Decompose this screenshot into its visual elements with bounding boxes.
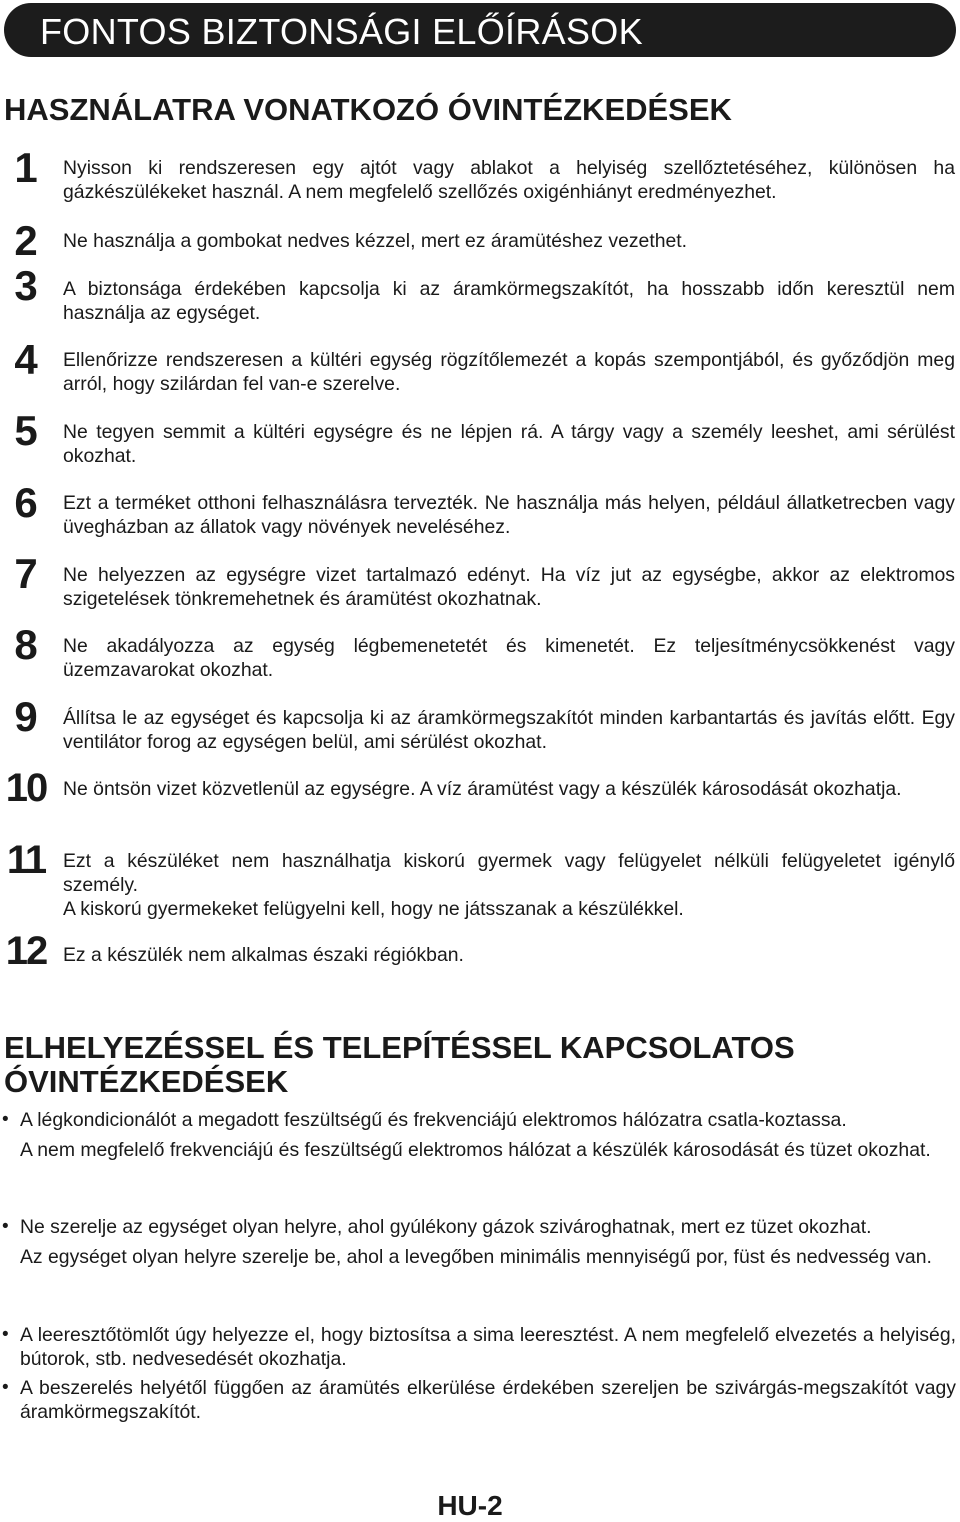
item-number: 6 xyxy=(14,479,38,526)
bullet-text xyxy=(20,1108,956,1168)
item-number: 12 xyxy=(5,929,47,973)
item-number: 11 xyxy=(6,838,46,882)
item-text-line: Ne helyezzen az egységre vizet tartalmazó edényt. Ha víz jut az egységbe, akkor az elektromos szigetelések tönkremehetnek és áramütést okozhatnak. xyxy=(63,564,955,610)
page-number: HU-2 xyxy=(437,1490,503,1521)
bullet-icon: • xyxy=(2,1109,9,1130)
item-text xyxy=(63,634,955,682)
item-text-line: Ne tegyen semmit a kültéri egységre és ne lépjen rá. A tárgy vagy a személy leeshet, ami sérülést okozhat. xyxy=(63,421,955,467)
item-text-line: Ne öntsön vizet közvetlenül az egységre. A víz áramütést vagy a készülék károsodását okozhatja. xyxy=(63,778,902,800)
item-text-line: Ezt a készüléket nem használhatja kiskorú gyermek vagy felügyelet nélküli felügyeletet igénylő személy. xyxy=(63,850,955,896)
item-text-line: Ne használja a gombokat nedves kézzel, mert ez áramütéshez vezethet. xyxy=(63,230,688,252)
item-text xyxy=(63,563,955,611)
bullet-paragraph: Ne szerelje az egységet olyan helyre, ahol gyúlékony gázok szivároghatnak, mert ez tüzet okozhat. xyxy=(20,1216,872,1238)
bullet-text xyxy=(20,1323,956,1377)
bullet-paragraph: A leeresztőtömlőt úgy helyezze el, hogy biztosítsa a sima leeresztést. A nem megfelelő elvezetés a helyiség, bútorok, stb. nedvesedését okozhatja. xyxy=(20,1324,956,1370)
item-text xyxy=(63,491,955,539)
item-number: 10 xyxy=(5,766,47,810)
bullet-text xyxy=(20,1376,956,1430)
item-text xyxy=(63,420,955,468)
usage-section-heading: HASZNÁLATRA VONATKOZÓ ÓVINTÉZKEDÉSEK xyxy=(4,92,732,127)
item-text xyxy=(63,348,955,396)
item-number: 9 xyxy=(14,693,38,740)
item-number: 1 xyxy=(14,144,38,191)
item-number: 5 xyxy=(14,407,38,454)
title-banner xyxy=(4,3,956,57)
item-number: 4 xyxy=(14,336,38,383)
bullet-paragraph: A nem megfelelő frekvenciájú és feszültségű elektromos hálózat a készülék károsodását és tüzet okozhat. xyxy=(20,1139,931,1161)
bullet-paragraph: A beszerelés helyétől függően az áramütés elkerülése érdekében szereljen be szivárgás-megszakítót vagy áramkörmegszakítót. xyxy=(20,1377,956,1423)
item-text-line: Ezt a terméket otthoni felhasználásra tervezték. Ne használja más helyen, például állatketrecben vagy üvegházban az állatok vagy növények neveléséhez. xyxy=(63,492,955,538)
item-text xyxy=(63,777,955,801)
item-text-line: Nyisson ki rendszeresen egy ajtót vagy ablakot a helyiség szellőztetéséhez, különösen ha gázkészülékeket használ. A nem megfelelő szellőzés oxigénhiányt eredményezhet. xyxy=(63,157,955,203)
page-title: FONTOS BIZTONSÁGI ELŐÍRÁSOK xyxy=(40,11,643,52)
item-number: 3 xyxy=(14,262,38,309)
bullet-text xyxy=(20,1215,956,1275)
item-text xyxy=(63,156,955,204)
bullet-paragraph: Az egységet olyan helyre szerelje be, ahol a levegőben minimális mennyiségű por, füst és nedvesség van. xyxy=(20,1246,932,1268)
bullet-icon: • xyxy=(2,1216,9,1237)
item-text-line: A biztonsága érdekében kapcsolja ki az áramkörmegszakítót, ha hosszabb időn keresztül nem használja az egységet. xyxy=(63,278,955,324)
item-text-line: A kiskorú gyermekeket felügyelni kell, hogy ne játsszanak a készülékkel. xyxy=(63,898,684,920)
item-number: 8 xyxy=(14,621,38,668)
item-number: 7 xyxy=(14,550,38,597)
bullet-paragraph: A légkondicionálót a megadott feszültségű és frekvenciájú elektromos hálózatra csatla-koztassa. xyxy=(20,1109,847,1131)
bullet-icon: • xyxy=(2,1377,9,1398)
item-text-line: Ellenőrizze rendszeresen a kültéri egység rögzítőlemezét a kopás szempontjából, és győződjön meg arról, hogy szilárdan fel van-e szerelve. xyxy=(63,349,955,395)
item-text xyxy=(63,229,955,253)
bullet-icon: • xyxy=(2,1324,9,1345)
item-text-line: Ez a készülék nem alkalmas északi régiókban. xyxy=(63,944,464,966)
item-text xyxy=(63,706,955,754)
item-text xyxy=(63,277,955,325)
item-text-line: Ne akadályozza az egység légbemenetetét és kimenetét. Ez teljesítménycsökkenést vagy üzemzavarokat okozhat. xyxy=(63,635,955,681)
item-text-line: Állítsa le az egységet és kapcsolja ki az áramkörmegszakítót minden karbantartás és javítás előtt. Egy ventilátor forog az egységen belül, ami sérülést okozhat. xyxy=(63,707,955,753)
item-text xyxy=(63,943,955,967)
item-text xyxy=(63,849,955,921)
installation-section-heading: ELHELYEZÉSSEL ÉS TELEPÍTÉSSEL KAPCSOLATOS ÓVINTÉZKEDÉSEK xyxy=(4,1030,795,1099)
item-number: 2 xyxy=(14,217,38,264)
